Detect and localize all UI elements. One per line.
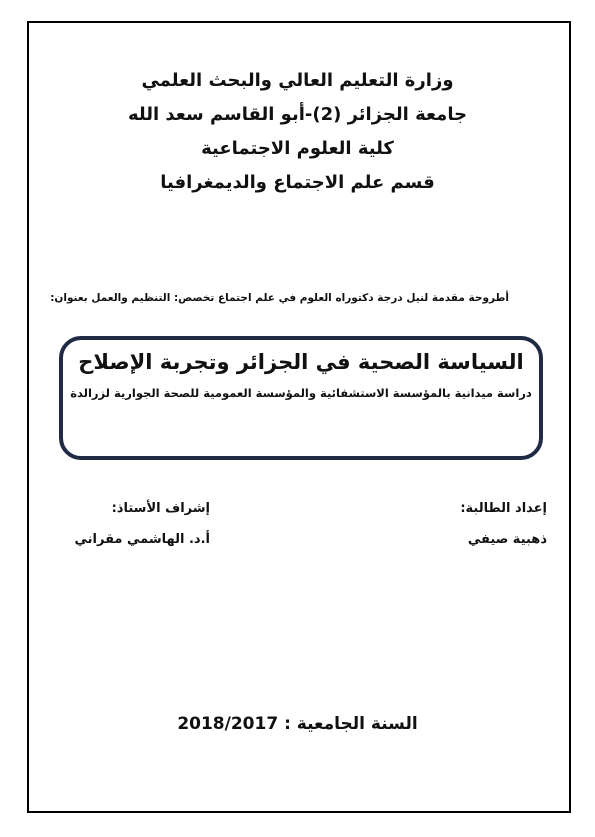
academic-year: السنة الجامعية : 2018/2017 [177,714,418,734]
student-name: ذهبية صيفي [467,532,547,547]
title-box [59,336,543,460]
student-credit [460,501,547,547]
thesis-subtitle: دراسة ميدانية بالمؤسسة الاستشفائية والمؤسسة العمومية للصحة الجوارية لزرالدة [70,386,532,400]
thesis-title: السياسة الصحية في الجزائر وتجربة الإصلاح [78,350,524,374]
department-name: قسم علم الاجتماع والديمغرافيا [160,172,435,193]
university-name: جامعة الجزائر (2)-أبو القاسم سعد الله [127,104,468,125]
ministry-name: وزارة التعليم العالي والبحث العلمي [141,70,454,91]
student-label: إعداد الطالبة: [460,501,547,516]
supervisor-label: إشراف الأستاذ: [111,501,210,516]
supervisor-credit [75,501,211,547]
thesis-intro: أطروحة مقدمة لنيل درجة دكتوراه العلوم في علم اجتماع تخصص: التنظيم والعمل بعنوان: [50,292,509,304]
faculty-name: كلية العلوم الاجتماعية [201,138,394,159]
supervisor-name: أ.د. الهاشمي مقراني [74,532,210,547]
institution-header [60,64,535,200]
